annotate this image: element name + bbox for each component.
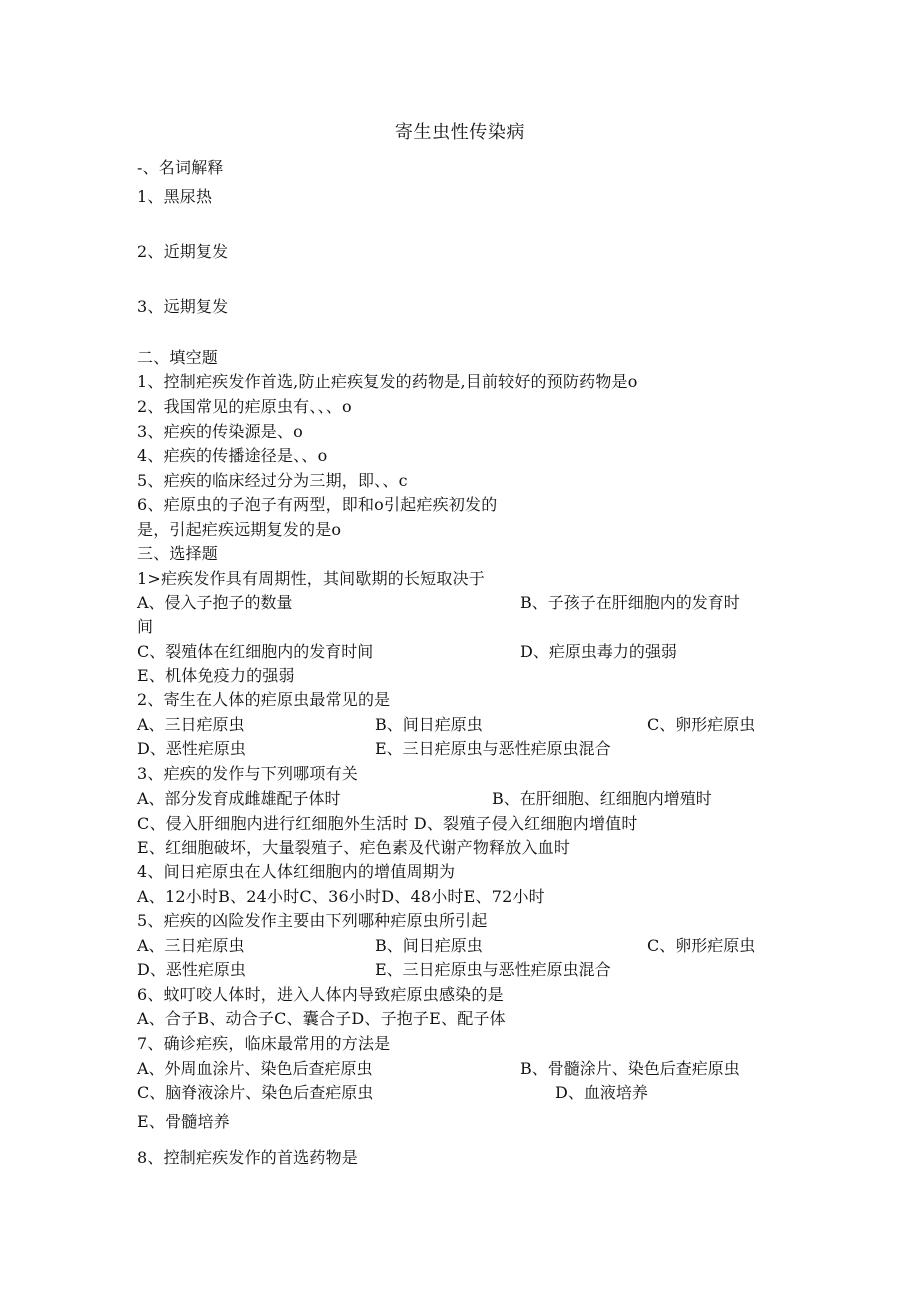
option-c: C、卵形疟原虫	[647, 936, 756, 955]
option-row	[137, 640, 797, 664]
section-heading-fill: 二、填空题	[137, 348, 219, 367]
fill-item: 6、疟原虫的子泡子有两型，即和o引起疟疾初发的	[137, 495, 498, 514]
option-row	[137, 1081, 797, 1105]
option-d: D、疟原虫毒力的强弱	[520, 642, 677, 661]
term-item: 2、近期复发	[137, 242, 229, 261]
option-e: E、三日疟原虫与恶性疟原虫混合	[375, 739, 611, 758]
option-a: A、外周血涂片、染色后查疟原虫	[137, 1059, 373, 1078]
option-row	[137, 958, 797, 982]
option-b-continued: 间	[137, 617, 154, 636]
question-stem: 1>疟疾发作具有周期性，其间歇期的长短取决于	[137, 569, 485, 588]
option-c: C、脑脊液涂片、染色后查疟原虫	[137, 1083, 374, 1102]
option-row	[137, 934, 797, 958]
section-heading-choice: 三、选择题	[137, 544, 219, 563]
question-stem: 5、疟疾的凶险发作主要由下列哪种疟原虫所引起	[137, 911, 488, 930]
fill-item-continued: 是，引起疟疾远期复发的是o	[137, 520, 342, 539]
option-row	[137, 737, 797, 761]
option-b: B、间日疟原虫	[375, 936, 483, 955]
option-a: A、侵入子抱子的数量	[137, 593, 293, 612]
inline-options: A、12小时B、24小时C、36小时D、48小时E、72小时	[137, 887, 545, 906]
option-c: C、卵形疟原虫	[647, 715, 756, 734]
fill-item: 3、疟疾的传染源是、o	[137, 422, 304, 441]
option-b: B、骨髓涂片、染色后查疟原虫	[520, 1059, 740, 1078]
question-stem: 6、蚊叮咬人体时，进入人体内导致疟原虫感染的是	[137, 985, 504, 1004]
question-stem: 3、疟疾的发作与下列哪项有关	[137, 764, 358, 783]
option-e: E、红细胞破坏，大量裂殖子、疟色素及代谢产物释放入血时	[137, 838, 571, 857]
page-title: 寄生虫性传染病	[394, 122, 526, 143]
term-item: 3、远期复发	[137, 297, 229, 316]
option-d: D、恶性疟原虫	[137, 739, 246, 758]
option-cd: C、侵入肝细胞内进行红细胞外生活时 D、裂殖子侵入红细胞内增值时	[137, 814, 638, 833]
option-e: E、骨髓培养	[137, 1112, 230, 1131]
option-row	[137, 1057, 797, 1081]
option-a: A、三日疟原虫	[137, 936, 245, 955]
question-stem: 2、寄生在人体的疟原虫最常见的是	[137, 690, 391, 709]
option-row	[137, 787, 797, 811]
inline-options: A、合子B、动合子C、囊合子D、子抱子E、配子体	[137, 1009, 506, 1028]
option-row	[137, 591, 797, 615]
fill-item: 5、疟疾的临床经过分为三期，即、、c	[137, 471, 408, 490]
question-stem: 8、控制疟疾发作的首选药物是	[137, 1148, 358, 1167]
section-heading-terms: -、名词解释	[137, 158, 224, 177]
option-row	[137, 713, 797, 737]
option-b: B、在肝细胞、红细胞内增殖时	[492, 789, 712, 808]
fill-item: 2、我国常见的疟原虫有、、、o	[137, 397, 352, 416]
fill-item: 4、疟疾的传播途径是、、o	[137, 446, 328, 465]
term-item: 1、黑尿热	[137, 187, 213, 206]
option-a: A、部分发育成雌雄配子体时	[137, 789, 341, 808]
option-e: E、三日疟原虫与恶性疟原虫混合	[375, 960, 611, 979]
option-c: C、裂殖体在红细胞内的发育时间	[137, 642, 374, 661]
option-d: D、恶性疟原虫	[137, 960, 246, 979]
option-d: D、血液培养	[555, 1083, 648, 1102]
question-stem: 4、间日疟原虫在人体红细胞内的增值周期为	[137, 862, 456, 881]
fill-item: 1、控制疟疾发作首选,防止疟疾复发的药物是,目前较好的预防药物是o	[137, 372, 638, 391]
option-e: E、机体免疫力的强弱	[137, 666, 295, 685]
option-b: B、子孩子在肝细胞内的发育时	[520, 593, 740, 612]
option-a: A、三日疟原虫	[137, 715, 245, 734]
option-b: B、间日疟原虫	[375, 715, 483, 734]
question-stem: 7、确诊疟疾，临床最常用的方法是	[137, 1034, 391, 1053]
